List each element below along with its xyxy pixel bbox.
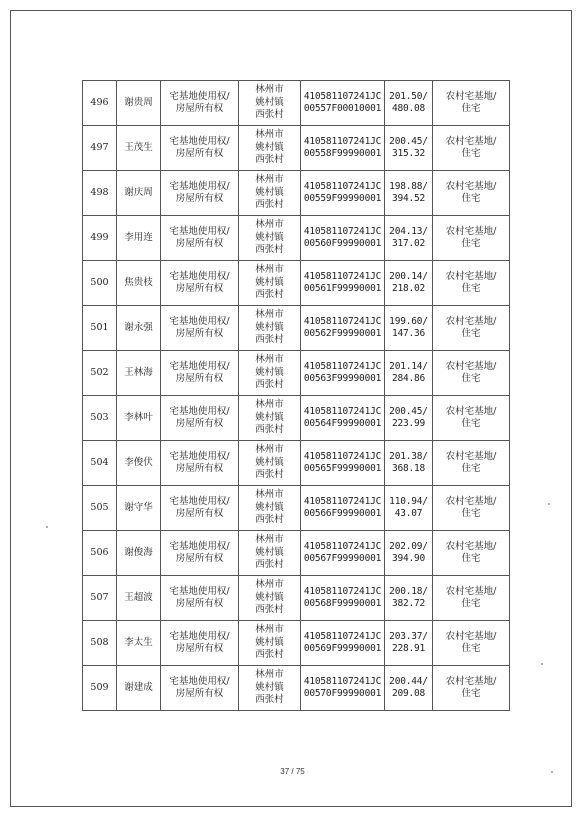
- cell-unit-code-line: 00569F99990001: [303, 643, 382, 654]
- cell-location-line: 姚村镇: [255, 366, 284, 378]
- cell-usage-line: 农村宅基地/: [445, 450, 497, 462]
- cell-location-line: 西张村: [255, 694, 284, 706]
- cell-usage: [433, 666, 510, 711]
- cell-area: [385, 576, 433, 621]
- cell-right-type: [161, 81, 239, 126]
- cell-usage-line: 住宅: [461, 598, 481, 609]
- cell-usage: [433, 396, 510, 441]
- cell-location-line: 姚村镇: [255, 321, 284, 333]
- cell-location: [239, 306, 301, 351]
- cell-number: 497: [83, 126, 117, 171]
- cell-right-type: [161, 621, 239, 666]
- cell-usage: [433, 576, 510, 621]
- cell-location-line: 姚村镇: [255, 546, 284, 558]
- cell-location-line: 西张村: [255, 199, 284, 211]
- cell-location: [239, 261, 301, 306]
- scan-speck: [548, 503, 550, 505]
- cell-area-line: 480.08: [391, 103, 426, 114]
- cell-location-line: 林州市: [255, 624, 284, 636]
- cell-area: [385, 621, 433, 666]
- cell-location-line: 林州市: [255, 669, 284, 681]
- cell-right-type-line: 宅基地使用权/: [169, 450, 230, 462]
- cell-unit-code-line: 00567F99990001: [303, 553, 382, 564]
- cell-location: [239, 486, 301, 531]
- cell-area-line: 317.02: [391, 238, 426, 249]
- cell-right-type: [161, 396, 239, 441]
- cell-location: [239, 576, 301, 621]
- cell-usage: [433, 531, 510, 576]
- cell-right-type: [161, 216, 239, 261]
- cell-right-type-line: 房屋所有权: [175, 508, 224, 519]
- cell-right-type: [161, 171, 239, 216]
- cell-location-line: 西张村: [255, 289, 284, 301]
- cell-usage-line: 农村宅基地/: [445, 540, 497, 552]
- cell-location-line: 林州市: [255, 444, 284, 456]
- cell-unit-code-line: 410581107241JC: [303, 675, 382, 687]
- cell-owner-name: 谢建成: [117, 666, 161, 711]
- cell-area-line: 201.50/: [389, 90, 428, 102]
- cell-usage-line: 农村宅基地/: [445, 315, 497, 327]
- cell-location-line: 姚村镇: [255, 456, 284, 468]
- cell-area-line: 201.14/: [389, 360, 428, 372]
- cell-usage-line: 农村宅基地/: [445, 90, 497, 102]
- cell-area-line: 200.14/: [389, 270, 428, 282]
- cell-unit-code: [301, 351, 385, 396]
- cell-number: 499: [83, 216, 117, 261]
- cell-location-line: 姚村镇: [255, 411, 284, 423]
- cell-unit-code-line: 00566F99990001: [303, 508, 382, 519]
- cell-location: [239, 396, 301, 441]
- cell-area-line: 200.18/: [389, 585, 428, 597]
- table-row: [83, 261, 510, 306]
- cell-usage: [433, 261, 510, 306]
- cell-area-line: 203.37/: [389, 630, 428, 642]
- cell-owner-name: 王超波: [117, 576, 161, 621]
- cell-right-type: [161, 351, 239, 396]
- cell-location-line: 西张村: [255, 244, 284, 256]
- cell-right-type-line: 宅基地使用权/: [169, 540, 230, 552]
- cell-unit-code-line: 410581107241JC: [303, 180, 382, 192]
- cell-right-type-line: 宅基地使用权/: [169, 495, 230, 507]
- cell-area: [385, 171, 433, 216]
- cell-right-type: [161, 261, 239, 306]
- cell-unit-code-line: 410581107241JC: [303, 405, 382, 417]
- cell-area-line: 110.94/: [389, 495, 428, 507]
- cell-owner-name: 谢永强: [117, 306, 161, 351]
- cell-usage-line: 住宅: [461, 148, 481, 159]
- cell-right-type-line: 房屋所有权: [175, 463, 224, 474]
- cell-location-line: 西张村: [255, 604, 284, 616]
- table-row: [83, 576, 510, 621]
- cell-right-type: [161, 486, 239, 531]
- scan-speck: [46, 526, 48, 528]
- cell-usage: [433, 81, 510, 126]
- cell-location-line: 林州市: [255, 489, 284, 501]
- cell-usage-line: 农村宅基地/: [445, 135, 497, 147]
- cell-right-type-line: 宅基地使用权/: [169, 90, 230, 102]
- table-row: [83, 531, 510, 576]
- cell-area: [385, 666, 433, 711]
- cell-unit-code: [301, 666, 385, 711]
- cell-area-line: 315.32: [391, 148, 426, 159]
- cell-right-type: [161, 306, 239, 351]
- cell-area-line: 382.72: [391, 598, 426, 609]
- cell-location: [239, 666, 301, 711]
- cell-unit-code-line: 410581107241JC: [303, 90, 382, 102]
- cell-area-line: 394.90: [391, 553, 426, 564]
- cell-usage-line: 农村宅基地/: [445, 225, 497, 237]
- cell-area-line: 284.86: [391, 373, 426, 384]
- cell-usage: [433, 306, 510, 351]
- cell-right-type-line: 房屋所有权: [175, 328, 224, 339]
- cell-usage-line: 农村宅基地/: [445, 585, 497, 597]
- cell-location: [239, 531, 301, 576]
- cell-right-type-line: 房屋所有权: [175, 103, 224, 114]
- cell-unit-code-line: 00559F99990001: [303, 193, 382, 204]
- cell-right-type-line: 房屋所有权: [175, 688, 224, 699]
- cell-owner-name: 谢守华: [117, 486, 161, 531]
- cell-right-type-line: 房屋所有权: [175, 193, 224, 204]
- cell-usage-line: 住宅: [461, 508, 481, 519]
- cell-number: 498: [83, 171, 117, 216]
- cell-area: [385, 216, 433, 261]
- cell-area-line: 198.88/: [389, 180, 428, 192]
- cell-unit-code-line: 410581107241JC: [303, 270, 382, 282]
- cell-right-type-line: 房屋所有权: [175, 598, 224, 609]
- cell-right-type: [161, 126, 239, 171]
- cell-right-type-line: 房屋所有权: [175, 643, 224, 654]
- cell-usage-line: 住宅: [461, 688, 481, 699]
- cell-area: [385, 486, 433, 531]
- cell-owner-name: 李俊伏: [117, 441, 161, 486]
- cell-location-line: 林州市: [255, 309, 284, 321]
- cell-area-line: 209.08: [391, 688, 426, 699]
- cell-unit-code-line: 410581107241JC: [303, 585, 382, 597]
- cell-number: 500: [83, 261, 117, 306]
- cell-right-type-line: 宅基地使用权/: [169, 360, 230, 372]
- cell-area-line: 368.18: [391, 463, 426, 474]
- cell-owner-name: 焦贵枝: [117, 261, 161, 306]
- cell-unit-code-line: 00560F99990001: [303, 238, 382, 249]
- table-row: [83, 351, 510, 396]
- cell-location-line: 林州市: [255, 219, 284, 231]
- table-row: [83, 441, 510, 486]
- cell-right-type-line: 房屋所有权: [175, 373, 224, 384]
- cell-unit-code-line: 00565F99990001: [303, 463, 382, 474]
- cell-right-type: [161, 576, 239, 621]
- cell-area: [385, 351, 433, 396]
- cell-usage-line: 住宅: [461, 103, 481, 114]
- cell-location-line: 西张村: [255, 469, 284, 481]
- cell-location-line: 姚村镇: [255, 501, 284, 513]
- cell-area-line: 200.45/: [389, 135, 428, 147]
- cell-usage-line: 农村宅基地/: [445, 630, 497, 642]
- cell-area: [385, 441, 433, 486]
- table-row: [83, 486, 510, 531]
- cell-unit-code-line: 410581107241JC: [303, 540, 382, 552]
- registry-table-body: [83, 81, 510, 711]
- cell-right-type-line: 宅基地使用权/: [169, 180, 230, 192]
- cell-location: [239, 171, 301, 216]
- cell-unit-code-line: 00562F99990001: [303, 328, 382, 339]
- cell-location-line: 西张村: [255, 109, 284, 121]
- cell-area: [385, 126, 433, 171]
- cell-usage-line: 住宅: [461, 553, 481, 564]
- cell-right-type-line: 房屋所有权: [175, 238, 224, 249]
- cell-number: 507: [83, 576, 117, 621]
- cell-location-line: 西张村: [255, 559, 284, 571]
- cell-unit-code: [301, 576, 385, 621]
- cell-usage-line: 住宅: [461, 193, 481, 204]
- cell-location-line: 姚村镇: [255, 681, 284, 693]
- cell-location: [239, 621, 301, 666]
- cell-unit-code-line: 00557F00010001: [303, 103, 382, 114]
- cell-location-line: 林州市: [255, 354, 284, 366]
- table-row: [83, 666, 510, 711]
- cell-location-line: 林州市: [255, 534, 284, 546]
- cell-location-line: 姚村镇: [255, 186, 284, 198]
- scan-speck: [541, 663, 543, 665]
- cell-location-line: 西张村: [255, 424, 284, 436]
- cell-area-line: 201.38/: [389, 450, 428, 462]
- cell-usage: [433, 351, 510, 396]
- cell-number: 501: [83, 306, 117, 351]
- cell-right-type-line: 宅基地使用权/: [169, 315, 230, 327]
- cell-owner-name: 谢俊海: [117, 531, 161, 576]
- cell-usage-line: 住宅: [461, 418, 481, 429]
- cell-unit-code: [301, 486, 385, 531]
- cell-location-line: 西张村: [255, 649, 284, 661]
- cell-area-line: 43.07: [394, 508, 423, 519]
- cell-unit-code-line: 00558F99990001: [303, 148, 382, 159]
- cell-usage: [433, 486, 510, 531]
- cell-number: 496: [83, 81, 117, 126]
- cell-unit-code-line: 00561F99990001: [303, 283, 382, 294]
- cell-location: [239, 351, 301, 396]
- cell-unit-code: [301, 441, 385, 486]
- cell-area-line: 199.60/: [389, 315, 428, 327]
- cell-location-line: 林州市: [255, 84, 284, 96]
- cell-location-line: 姚村镇: [255, 591, 284, 603]
- cell-usage-line: 农村宅基地/: [445, 180, 497, 192]
- cell-usage-line: 住宅: [461, 643, 481, 654]
- cell-area: [385, 81, 433, 126]
- cell-location-line: 姚村镇: [255, 636, 284, 648]
- table-row: [83, 126, 510, 171]
- scanned-page: [82, 80, 509, 729]
- cell-area: [385, 531, 433, 576]
- cell-usage-line: 住宅: [461, 238, 481, 249]
- cell-unit-code: [301, 306, 385, 351]
- cell-area-line: 394.52: [391, 193, 426, 204]
- cell-unit-code: [301, 171, 385, 216]
- cell-unit-code: [301, 126, 385, 171]
- cell-owner-name: 李用连: [117, 216, 161, 261]
- cell-right-type-line: 宅基地使用权/: [169, 675, 230, 687]
- cell-right-type-line: 宅基地使用权/: [169, 270, 230, 282]
- table-row: [83, 306, 510, 351]
- cell-usage-line: 农村宅基地/: [445, 495, 497, 507]
- cell-location-line: 西张村: [255, 514, 284, 526]
- cell-area-line: 202.09/: [389, 540, 428, 552]
- cell-location: [239, 441, 301, 486]
- cell-area-line: 223.99: [391, 418, 426, 429]
- cell-owner-name: 李林叶: [117, 396, 161, 441]
- cell-owner-name: 王林海: [117, 351, 161, 396]
- cell-location-line: 西张村: [255, 154, 284, 166]
- cell-area-line: 200.44/: [389, 675, 428, 687]
- cell-unit-code-line: 00570F99990001: [303, 688, 382, 699]
- cell-location: [239, 81, 301, 126]
- cell-unit-code: [301, 621, 385, 666]
- registry-table: [82, 80, 510, 711]
- cell-unit-code-line: 410581107241JC: [303, 225, 382, 237]
- cell-unit-code-line: 00568F99990001: [303, 598, 382, 609]
- table-row: [83, 171, 510, 216]
- cell-right-type-line: 宅基地使用权/: [169, 135, 230, 147]
- cell-area-line: 200.45/: [389, 405, 428, 417]
- cell-right-type-line: 宅基地使用权/: [169, 585, 230, 597]
- cell-owner-name: 谢贵周: [117, 81, 161, 126]
- cell-number: 509: [83, 666, 117, 711]
- cell-usage-line: 农村宅基地/: [445, 360, 497, 372]
- cell-unit-code-line: 410581107241JC: [303, 630, 382, 642]
- cell-usage-line: 农村宅基地/: [445, 405, 497, 417]
- cell-usage: [433, 216, 510, 261]
- cell-right-type-line: 房屋所有权: [175, 148, 224, 159]
- cell-usage: [433, 126, 510, 171]
- cell-right-type: [161, 441, 239, 486]
- cell-right-type-line: 房屋所有权: [175, 553, 224, 564]
- cell-unit-code-line: 410581107241JC: [303, 360, 382, 372]
- cell-number: 508: [83, 621, 117, 666]
- cell-right-type-line: 宅基地使用权/: [169, 630, 230, 642]
- cell-location-line: 西张村: [255, 379, 284, 391]
- cell-usage-line: 住宅: [461, 283, 481, 294]
- cell-location-line: 姚村镇: [255, 141, 284, 153]
- cell-location-line: 林州市: [255, 129, 284, 141]
- cell-area-line: 228.91: [391, 643, 426, 654]
- cell-usage-line: 住宅: [461, 373, 481, 384]
- cell-area-line: 204.13/: [389, 225, 428, 237]
- table-row: [83, 621, 510, 666]
- cell-usage-line: 住宅: [461, 328, 481, 339]
- cell-usage-line: 农村宅基地/: [445, 675, 497, 687]
- cell-right-type-line: 房屋所有权: [175, 418, 224, 429]
- cell-number: 505: [83, 486, 117, 531]
- cell-unit-code-line: 410581107241JC: [303, 135, 382, 147]
- cell-unit-code-line: 410581107241JC: [303, 495, 382, 507]
- cell-unit-code: [301, 531, 385, 576]
- table-row: [83, 216, 510, 261]
- cell-location: [239, 216, 301, 261]
- cell-area: [385, 261, 433, 306]
- table-row: [83, 396, 510, 441]
- cell-area-line: 147.36: [391, 328, 426, 339]
- cell-location-line: 姚村镇: [255, 276, 284, 288]
- cell-usage: [433, 171, 510, 216]
- cell-usage: [433, 441, 510, 486]
- cell-owner-name: 王茂生: [117, 126, 161, 171]
- cell-location-line: 林州市: [255, 399, 284, 411]
- cell-right-type: [161, 666, 239, 711]
- cell-unit-code: [301, 396, 385, 441]
- cell-unit-code-line: 00564F99990001: [303, 418, 382, 429]
- cell-location: [239, 126, 301, 171]
- cell-number: 504: [83, 441, 117, 486]
- cell-unit-code-line: 410581107241JC: [303, 450, 382, 462]
- cell-right-type-line: 宅基地使用权/: [169, 225, 230, 237]
- cell-location-line: 姚村镇: [255, 96, 284, 108]
- cell-number: 503: [83, 396, 117, 441]
- cell-usage: [433, 621, 510, 666]
- cell-usage-line: 住宅: [461, 463, 481, 474]
- table-row: [83, 81, 510, 126]
- cell-right-type-line: 房屋所有权: [175, 283, 224, 294]
- cell-unit-code: [301, 81, 385, 126]
- cell-unit-code-line: 410581107241JC: [303, 315, 382, 327]
- cell-owner-name: 李太生: [117, 621, 161, 666]
- cell-unit-code-line: 00563F99990001: [303, 373, 382, 384]
- cell-location-line: 林州市: [255, 579, 284, 591]
- cell-area: [385, 396, 433, 441]
- cell-right-type-line: 宅基地使用权/: [169, 405, 230, 417]
- cell-location-line: 林州市: [255, 174, 284, 186]
- cell-location-line: 西张村: [255, 334, 284, 346]
- page-number: 37 / 75: [280, 767, 305, 776]
- cell-area: [385, 306, 433, 351]
- cell-unit-code: [301, 216, 385, 261]
- cell-number: 506: [83, 531, 117, 576]
- cell-unit-code: [301, 261, 385, 306]
- cell-usage-line: 农村宅基地/: [445, 270, 497, 282]
- scan-speck: [551, 771, 553, 773]
- cell-owner-name: 谢庆周: [117, 171, 161, 216]
- cell-number: 502: [83, 351, 117, 396]
- cell-location-line: 林州市: [255, 264, 284, 276]
- cell-location-line: 姚村镇: [255, 231, 284, 243]
- cell-area-line: 218.02: [391, 283, 426, 294]
- cell-right-type: [161, 531, 239, 576]
